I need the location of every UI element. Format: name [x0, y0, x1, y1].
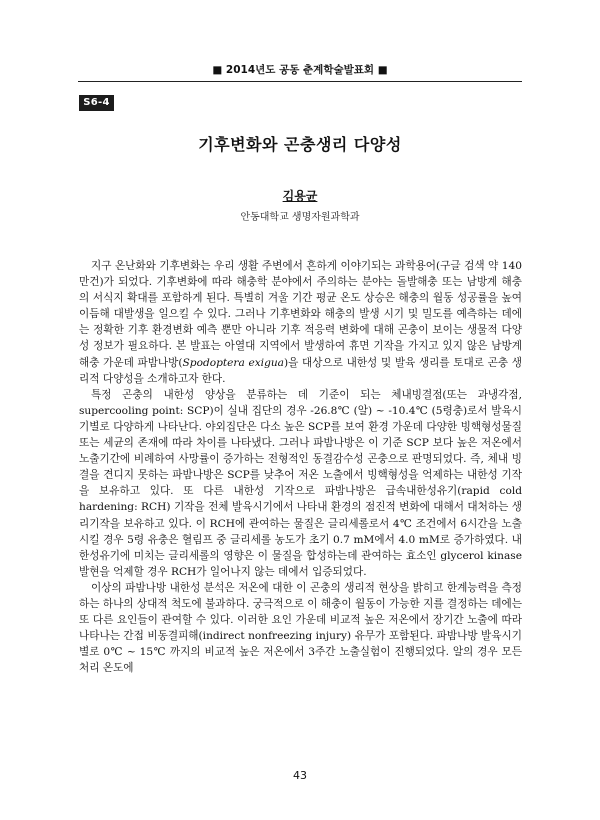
paragraph-1-text-b: )을 대상으로 내한성 및 발육 생리를 토대로 곤충 생리적 다양성을 소개하고자 한다.	[79, 356, 522, 385]
paragraph-1	[79, 258, 522, 387]
paragraph-3: 이상의 파밤나방 내한성 분석은 저온에 대한 이 곤충의 생리적 현상을 밝히고 한계능력을 측정하는 하나의 상대적 척도에 불과하다. 궁극적으로 이 해충이 월동이 가능한 지를 결정하는 데에는 또 다른 요인들이 관여할 수 있다. 이러한 요인 가운데 비교적 높은 저온에서 장기간 노출에 따라 나타나는 간접 비동결피해(indirect nonfreezing injury) 유무가 포함된다. 파밤나방 발육시기별로 0℃ ~ 15℃ 까지의 비교적 높은 저온에서 3주간 노출실험이 진행되었다. 알의 경우 모든 처리 온도에	[79, 581, 522, 675]
conference-header: ■ 2014년도 공동 춘계학술발표회 ■	[212, 64, 388, 76]
paper-title: 기후변화와 곤충생리 다양성	[198, 135, 402, 154]
header-divider	[78, 81, 522, 82]
author-name: 김용균	[282, 189, 318, 203]
paragraph-1-text-a: 지구 온난화와 기후변화는 우리 생활 주변에서 흔하게 이야기되는 과학용어(구글 검색 약 140만건)가 되었다. 기후변화에 따라 해충학 분야에서 주의하는 분야는 돌발해충 또는 남방계 해충의 서식지 확대를 포함하게 된다. 특별히 겨울 기간 평균 온도 상승은 해충의 월동 성공률을 높여 이듬해 대발생을 일으킬 수 있다. 그러나 기후변화와 해충의 발생 시기 및 밀도를 예측하는 데에는 정확한 기후 환경변화 예측 뿐만 아니라 기후 적응력 변화에 대해 곤충이 보이는 생물적 다양성 정보가 필요하다. 본 발표는 아열대 지역에서 발생하여 휴면 기작을 가지고 있지 않은 남방계 해충 가운데 파밤나방(	[79, 260, 522, 369]
author-affiliation: 안동대학교 생명자원과학과	[240, 212, 360, 223]
abstract-body	[79, 258, 522, 676]
species-name-italic: Spodoptera exigua	[182, 356, 284, 369]
section-code-badge: S6-4	[79, 95, 114, 111]
paragraph-2: 특정 곤충의 내한성 양상을 분류하는 데 기준이 되는 체내빙결점(또는 과냉각점, supercooling point: SCP)이 실내 집단의 경우 -26.8℃ (알) ~ -10.4℃ (5령충)로서 발육시기별로 다양하게 나타난다. 야외집단은 다소 높은 SCP를 보여 환경 가운데 다양한 빙핵형성물질 또는 세균의 존재에 따라 차이를 나타냈다. 그러나 파밤나방은 이 기준 SCP 보다 높은 저온에서 노출기간에 비례하여 사망률이 증가하는 전형적인 동결감수성 곤충으로 판명되었다. 즉, 체내 빙결을 견디지 못하는 파밤나방은 SCP를 낮추어 저온 노출에서 빙핵형성을 억제하는 내한성 기작을 보유하고 있다. 또 다른 내한성 기작으로 파밤나방은 급속내한성유기(rapid cold hardening: RCH) 기작을 전체 발육시기에서 나타내 환경의 점진적 변화에 대해서 대처하는 생리기작을 보유하고 있다. 이 RCH에 관여하는 물질은 글리세롤로서 4℃ 조건에서 6시간을 노출시킬 경우 5령 유충은 혈림프 중 글리세롤 농도가 초기 0.7 mM에서 4.0 mM로 증가하였다. 내한성유기에 미치는 글리세롤의 영향은 이 물질을 합성하는데 관여하는 효소인 glycerol kinase 발현을 억제할 경우 RCH가 일어나지 않는 데에서 입증되었다.	[79, 388, 522, 578]
page-number: 43	[293, 769, 307, 782]
